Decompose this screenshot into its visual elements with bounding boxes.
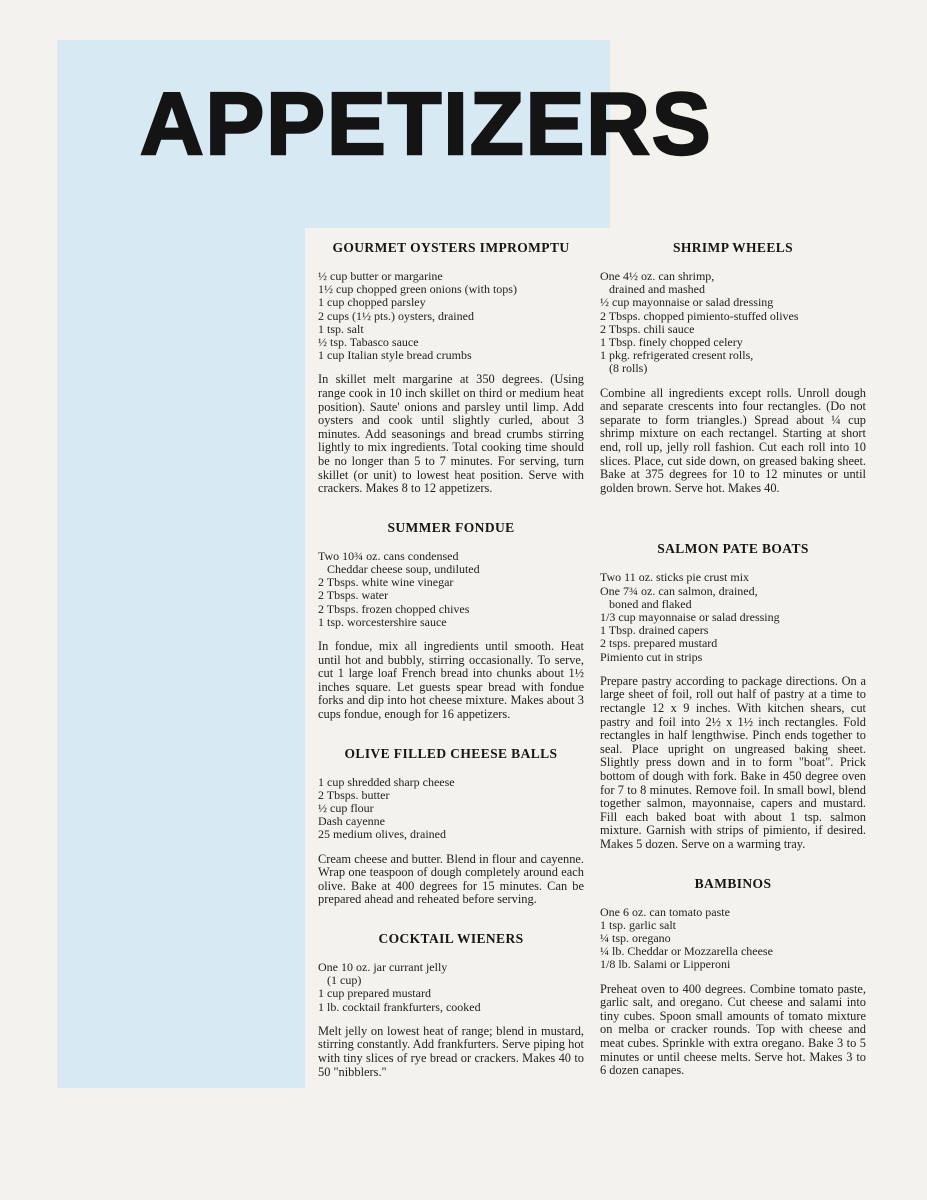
recipe-columns (318, 240, 866, 1103)
ingredient-line: Cheddar cheese soup, undiluted (318, 561, 480, 576)
recipe-title: SHRIMP WHEELS (672, 240, 794, 255)
ingredient-line: 1 cup chopped parsley (318, 295, 426, 310)
recipe (600, 541, 866, 851)
ingredient-line: (1 cup) (318, 973, 362, 988)
ingredient-line: 1/3 cup mayonnaise or salad dressing (600, 609, 780, 624)
ingredient-line: 1 cup prepared mustard (318, 986, 431, 1001)
ingredient-line: ½ cup butter or margarine (318, 269, 443, 283)
ingredient-line: Pimiento cut in strips (600, 649, 703, 664)
ingredient-line: 25 medium olives, drained (318, 827, 446, 842)
recipe-title: BAMBINOS (694, 875, 772, 891)
ingredient-line: Dash cayenne (318, 814, 385, 829)
ingredient-line: ¼ lb. Cheddar or Mozzarella cheese (600, 944, 773, 959)
recipe-instructions: In skillet melt margarine at 350 degrees. (Using range cook in 10 inch skillet on third or medium heat position). Saute' onions and parsley until limp. Add oysters and cook until slightly curled, about 3 minutes. Add seasonings and bread crumbs stirring lightly to mix ingredients. Total cooking time should be no longer than 5 to 7 minutes. For serving, turn skillet (or unit) to lowest heat position. Serve with crackers. Makes 8 to 12 appetizers. (318, 372, 584, 496)
recipe-instructions: Preheat oven to 400 degrees. Combine tomato paste, garlic salt, and oregano. Cut cheese and salami into tiny cubes. Spoon small amounts of tomato mixture on melba or cracker rounds. Top with cheese and meat cubes. Sprinkle with extra oregano. Bake 3 to 5 minutes or until cheese melts. Serve hot. Makes 3 to 6 dozen canapes. (600, 981, 866, 1078)
recipe-instructions: Combine all ingredients except rolls. Unroll dough and separate crescents into four rectangles. (Do not separate to form triangles.) Spread about ¼ cup shrimp mixture on each rectangel. Starting at short end, roll up, jelly roll fashion. Cut each roll into 10 slices. Place, cut side down, on greased baking sheet. Bake at 375 degrees for 10 to 12 minutes or until golden brown. Serve hot. Makes 40. (600, 385, 866, 495)
recipe-instructions: Cream cheese and butter. Blend in flour and cayenne. Wrap one teaspoon of dough completely around each olive. Bake at 400 degrees for 15 minutes. Can be prepared ahead and reheated before serving. (318, 851, 584, 907)
ingredient-line: One 10 oz. jar currant jelly (318, 959, 448, 974)
recipe (600, 240, 866, 495)
recipe-title: COCKTAIL WIENERS (378, 930, 524, 946)
ingredient-line: 2 Tbsps. chili sauce (600, 321, 695, 336)
ingredient-line: 2 Tbsps. white wine vinegar (318, 575, 454, 590)
recipe (600, 876, 866, 1078)
ingredient-line: 2 Tbsps. water (318, 588, 389, 603)
ingredient-list (600, 906, 866, 972)
ingredient-line: ¼ tsp. oregano (600, 930, 671, 945)
ingredient-line: boned and flaked (600, 596, 692, 611)
ingredient-line: 1 lb. cocktail frankfurters, cooked (318, 999, 481, 1014)
ingredient-line: Two 10¾ oz. cans condensed (318, 548, 459, 563)
ingredient-line: 2 Tbsps. butter (318, 787, 390, 802)
ingredient-line: 1 pkg. refrigerated cresent rolls, (600, 348, 754, 363)
ingredient-list (318, 270, 584, 362)
ingredient-line: 1 tsp. worcestershire sauce (318, 614, 447, 629)
ingredient-line: ½ cup flour (318, 800, 374, 815)
ingredient-list (600, 571, 866, 663)
blue-panel-left (57, 228, 305, 1088)
ingredient-list (318, 961, 584, 1014)
recipe (318, 746, 584, 907)
ingredient-line: 1 cup Italian style bread crumbs (318, 348, 472, 363)
ingredient-line: One 7¾ oz. can salmon, drained, (600, 583, 758, 598)
ingredient-line: 1 cup shredded sharp cheese (318, 774, 455, 789)
recipe-instructions: Prepare pastry according to package directions. On a large sheet of foil, roll out half of pastry at a time to rectangle 12 x 9 inches. With kitchen shears, cut pastry and foil into 2½ x 1½ inch rectangles. Fold rectangles in half lengthwise. Pinch ends together to seal. Place upright on ungreased baking sheet. Slightly press down and in to form "boat". Prick bottom of dough with fork. Bake in 450 degree oven for 7 to 8 minutes. Remove foil. In small bowl, blend together salmon, mayonnaise, capers and mustard. Fill each baked boat with about 1 tsp. salmon mixture. Garnish with strips of pimiento, if desired. Makes 5 dozen. Serve on a warming tray. (600, 673, 866, 851)
recipe-title: GOURMET OYSTERS IMPROMPTU (332, 240, 570, 255)
ingredient-line: 2 Tbsps. chopped pimiento-stuffed olives (600, 308, 799, 323)
recipe-title: OLIVE FILLED CHEESE BALLS (344, 745, 558, 761)
ingredient-line: One 4½ oz. can shrimp, (600, 269, 715, 283)
recipe (318, 240, 584, 496)
ingredient-line: 1 Tbsp. drained capers (600, 623, 709, 638)
ingredient-line: 1½ cup chopped green onions (with tops) (318, 282, 517, 297)
ingredient-line: (8 rolls) (600, 361, 648, 376)
recipe-instructions: Melt jelly on lowest heat of range; blend in mustard, stirring constantly. Add frankfurters. Serve piping hot with tiny slices of rye bread or crackers. Makes 40 to 50 "nibblers." (318, 1023, 584, 1079)
ingredient-line: One 6 oz. can tomato paste (600, 904, 730, 919)
ingredient-line: 1 tsp. garlic salt (600, 917, 676, 932)
recipe (318, 520, 584, 722)
ingredient-list (600, 270, 866, 376)
ingredient-line: 2 cups (1½ pts.) oysters, drained (318, 308, 474, 323)
ingredient-list (318, 776, 584, 842)
page-title: APPETIZERS (140, 74, 713, 173)
recipe-column-left (318, 240, 584, 1103)
recipe (318, 931, 584, 1079)
recipe-column-right (600, 240, 866, 1103)
recipe-title: SUMMER FONDUE (387, 519, 515, 535)
ingredient-line: Two 11 oz. sticks pie crust mix (600, 570, 750, 585)
ingredient-line: 1 tsp. salt (318, 321, 364, 336)
recipe-instructions: In fondue, mix all ingredients until smooth. Heat until hot and bubbly, stirring occasionally. To serve, cut 1 large loaf French bread into chunks about 1½ inches square. Let guests spear bread with fondue forks and dip into hot cheese mixture. Makes about 3 cups fondue, enough for 16 appetizers. (318, 638, 584, 721)
ingredient-line: ½ cup mayonnaise or salad dressing (600, 295, 774, 310)
ingredient-line: ½ tsp. Tabasco sauce (318, 335, 419, 350)
ingredient-line: drained and mashed (600, 282, 705, 297)
ingredient-line: 1 Tbsp. finely chopped celery (600, 335, 743, 350)
ingredient-line: 1/8 lb. Salami or Lipperoni (600, 957, 731, 972)
recipe-title: SALMON PATE BOATS (657, 541, 809, 557)
ingredient-line: 2 Tbsps. frozen chopped chives (318, 601, 470, 616)
ingredient-list (318, 550, 584, 629)
ingredient-line: 2 tsps. prepared mustard (600, 636, 718, 651)
